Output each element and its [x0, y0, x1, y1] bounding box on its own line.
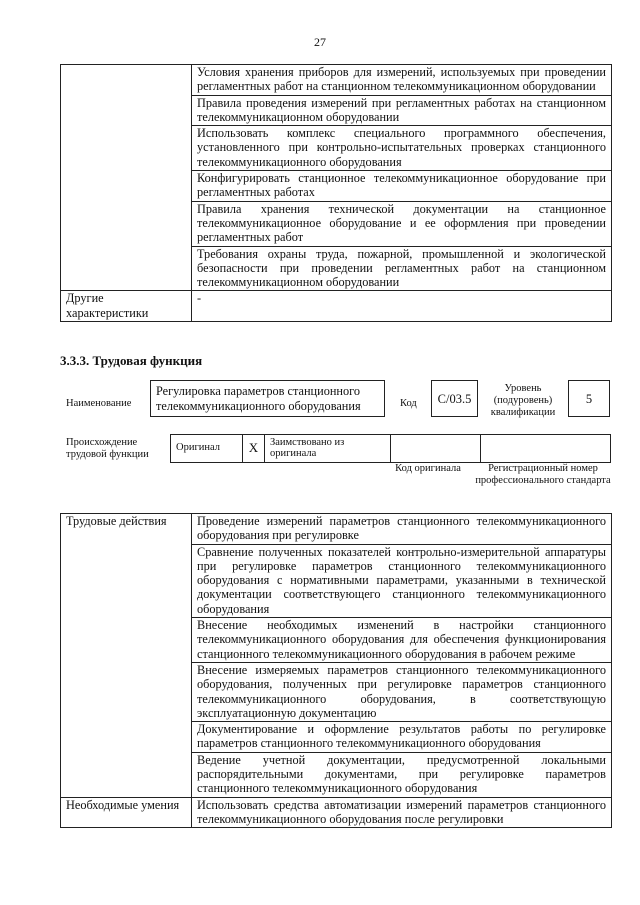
original-mark: X [243, 435, 265, 463]
origin-table [170, 434, 611, 463]
table-row: Сравнение полученных показателей контрольно-измерительной аппаратуры при регулировке параметров станционного телекоммуникационного оборудования с нормативными параметрами, указанными в технической документации соответствующего станционного телекоммуникационного оборудования [192, 544, 612, 617]
original-code-cell [391, 435, 481, 463]
code-original-caption: Код оригинала [395, 463, 461, 474]
page-number: 27 [314, 35, 326, 49]
code-label: Код [400, 398, 417, 409]
other-characteristics-value: - [192, 291, 612, 322]
table-row: Ведение учетной документации, предусмотренной локальными распорядительными документами, при регулировке параметров станционного телекоммуникационного оборудования [192, 752, 612, 797]
borrowed-label: Заимствовано из оригинала [265, 435, 391, 463]
reg-number-caption: Регистрационный номер профессионального стандарта [475, 463, 611, 486]
table-row: Внесение необходимых изменений в настройки станционного телекоммуникационного оборудования для обеспечения функционирования станционного телекоммуникационного оборудования в рабочем режиме [192, 618, 612, 663]
table-row: Использовать средства автоматизации измерений параметров станционного телекоммуникационного оборудования после регулировки [192, 797, 612, 828]
section-title: 3.3.3. Трудовая функция [60, 353, 203, 368]
table-row: Правила проведения измерений при регламентных работах на станционном телекоммуникационном оборудовании [192, 95, 612, 126]
table-row: Условия хранения приборов для измерений, используемых при проведении регламентных работ на станционном телекоммуникационном оборудовании [192, 65, 612, 96]
table-row: Проведение измерений параметров станционного телекоммуникационного оборудования при регулировке [192, 514, 612, 545]
table-row: Конфигурировать станционное телекоммуникационное оборудование при регламентных работах [192, 171, 612, 202]
empty-label-cell [61, 65, 192, 291]
qualification-level-value: 5 [568, 380, 610, 417]
origin-label: Происхождение трудовой функции [66, 437, 149, 460]
function-code-value: C/03.5 [431, 380, 478, 417]
name-label: Наименование [66, 398, 132, 409]
table-row: Правила хранения технической документации на станционное телекоммуникационное оборудование и ее оформления при проведении регламентных работ [192, 201, 612, 246]
level-label: Уровень (подуровень) квалификации [490, 383, 556, 418]
actions-table [60, 513, 612, 828]
knowledge-table [60, 64, 612, 322]
table-row: Внесение измеряемых параметров станционного телекоммуникационного оборудования, полученных при регулировке параметров станционного телекоммуникационного оборудования, в соответствующую эксплуатационную документацию [192, 662, 612, 721]
function-name-value: Регулировка параметров станционного телекоммуникационного оборудования [150, 380, 385, 417]
reg-number-cell [481, 435, 611, 463]
table-row: Требования охраны труда, пожарной, промышленной и экологической безопасности при проведении регламентных работ на станционном телекоммуникационном оборудовании [192, 246, 612, 291]
actions-label: Трудовые действия [61, 514, 192, 798]
table-row: Документирование и оформление результатов работы по регулировке параметров станционного телекоммуникационного оборудования [192, 722, 612, 753]
other-characteristics-label: Другие характеристики [61, 291, 192, 322]
skills-label: Необходимые умения [61, 797, 192, 828]
table-row: Использовать комплекс специального программного обеспечения, установленного при контрольно-испытательных проверках станционного телекоммуникационного оборудования [192, 126, 612, 171]
original-label: Оригинал [171, 435, 243, 463]
